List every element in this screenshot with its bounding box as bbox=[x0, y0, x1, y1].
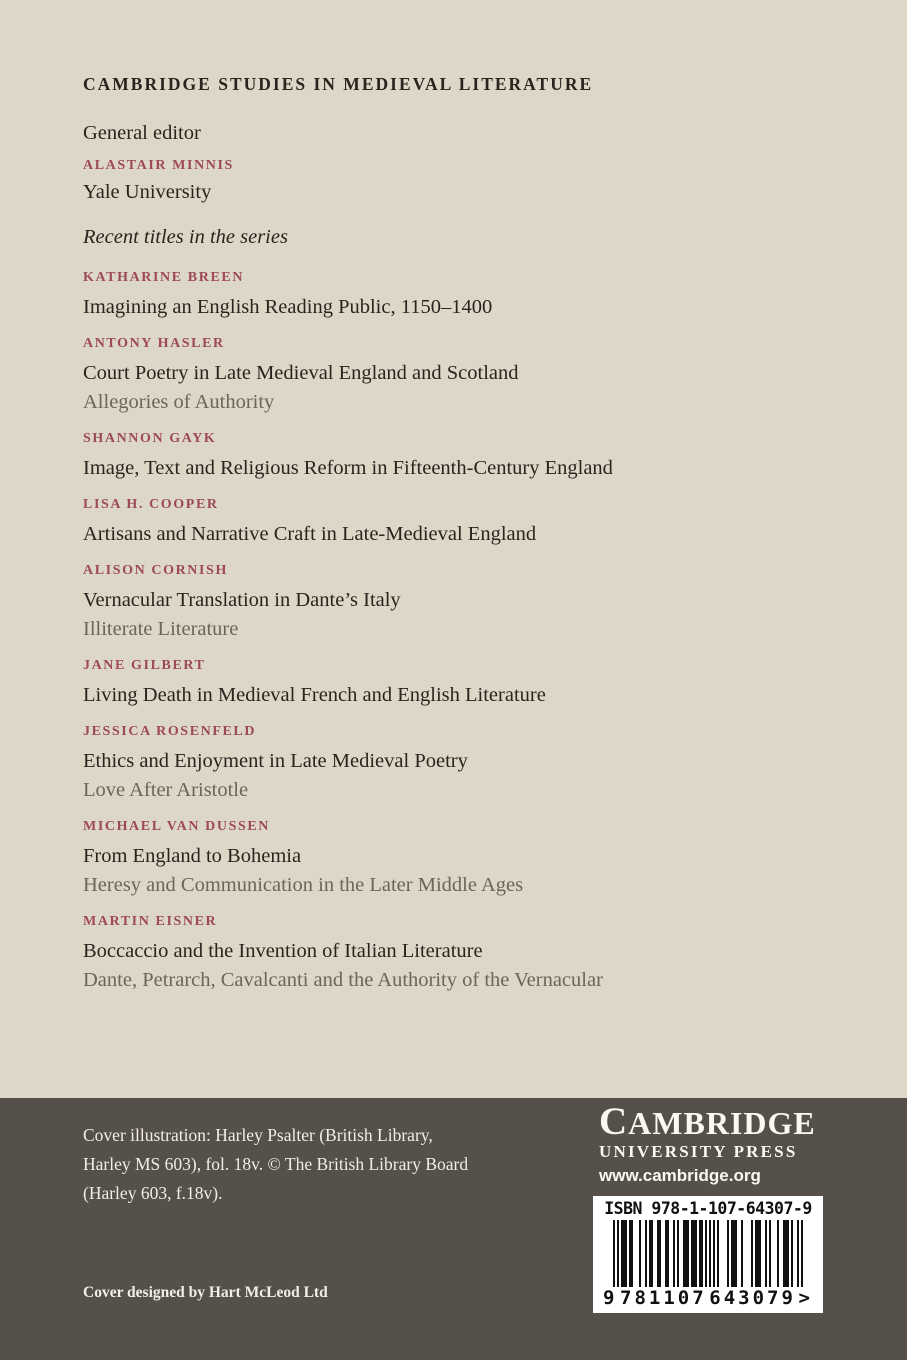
isbn-barcode bbox=[593, 1196, 823, 1313]
publisher-wordmark-line2: UNIVERSITY PRESS bbox=[599, 1142, 798, 1161]
credit-line: Cover illustration: Harley Psalter (British Library, bbox=[83, 1125, 433, 1145]
series-entry bbox=[83, 497, 843, 547]
publisher-website: www.cambridge.org bbox=[599, 1166, 761, 1185]
recent-titles-label: Recent titles in the series bbox=[83, 226, 288, 248]
series-entry bbox=[83, 431, 843, 481]
series-info bbox=[83, 0, 843, 1009]
entry-author: MICHAEL VAN DUSSEN bbox=[83, 819, 270, 834]
entry-author: MARTIN EISNER bbox=[83, 914, 218, 929]
recent-titles-list bbox=[83, 270, 843, 993]
footer-band bbox=[0, 1098, 907, 1360]
general-editor-name: ALASTAIR MINNIS bbox=[83, 158, 234, 173]
entry-subtitle: Illiterate Literature bbox=[83, 618, 239, 640]
series-entry bbox=[83, 336, 843, 415]
barcode-bars bbox=[601, 1220, 815, 1287]
entry-author: ANTONY HASLER bbox=[83, 336, 225, 351]
entry-author: JANE GILBERT bbox=[83, 658, 206, 673]
entry-author: ALISON CORNISH bbox=[83, 563, 228, 578]
barcode-digit-group: 643079 bbox=[709, 1287, 796, 1309]
entry-title: Vernacular Translation in Dante’s Italy bbox=[83, 589, 401, 611]
entry-title: Artisans and Narrative Craft in Late-Medieval England bbox=[83, 523, 537, 545]
entry-title: From England to Bohemia bbox=[83, 845, 302, 867]
entry-subtitle: Allegories of Authority bbox=[83, 391, 275, 413]
series-entry bbox=[83, 563, 843, 642]
barcode-digits bbox=[601, 1287, 815, 1309]
cover-illustration-credit bbox=[83, 1121, 523, 1208]
entry-subtitle: Love After Aristotle bbox=[83, 779, 249, 801]
entry-subtitle: Heresy and Communication in the Later Middle Ages bbox=[83, 874, 524, 896]
entry-title: Imagining an English Reading Public, 1150–1400 bbox=[83, 296, 493, 318]
credit-line: (Harley 603, f.18v). bbox=[83, 1183, 223, 1203]
entry-subtitle: Dante, Petrarch, Cavalcanti and the Authority of the Vernacular bbox=[83, 969, 603, 991]
entry-title: Image, Text and Religious Reform in Fifteenth-Century England bbox=[83, 457, 613, 479]
credit-line: Harley MS 603), fol. 18v. © The British Library Board bbox=[83, 1154, 469, 1174]
series-entry bbox=[83, 658, 843, 708]
series-entry bbox=[83, 914, 843, 993]
cambridge-university-press-logo bbox=[599, 1100, 879, 1186]
barcode-digit-group: 9 bbox=[603, 1287, 618, 1309]
cover-designer-credit: Cover designed by Hart McLeod Ltd bbox=[83, 1284, 328, 1301]
series-title: CAMBRIDGE STUDIES IN MEDIEVAL LITERATURE bbox=[83, 74, 594, 94]
entry-title: Ethics and Enjoyment in Late Medieval Poetry bbox=[83, 750, 468, 772]
entry-author: SHANNON GAYK bbox=[83, 431, 217, 446]
entry-title: Living Death in Medieval French and English Literature bbox=[83, 684, 546, 706]
entry-author: KATHARINE BREEN bbox=[83, 270, 245, 285]
entry-author: JESSICA ROSENFELD bbox=[83, 724, 257, 739]
general-editor-label: General editor bbox=[83, 122, 201, 144]
publisher-wordmark: CAMBRIDGE bbox=[599, 1100, 816, 1143]
entry-title: Boccaccio and the Invention of Italian Literature bbox=[83, 940, 483, 962]
series-entry bbox=[83, 270, 843, 320]
entry-title: Court Poetry in Late Medieval England and Scotland bbox=[83, 362, 519, 384]
series-entry bbox=[83, 819, 843, 898]
entry-author: LISA H. COOPER bbox=[83, 497, 219, 512]
barcode-bar bbox=[801, 1220, 803, 1287]
barcode-digit-group: 781107 bbox=[620, 1287, 707, 1309]
isbn-label: ISBN 978-1-107-64307-9 bbox=[604, 1199, 812, 1218]
general-editor-affiliation: Yale University bbox=[83, 181, 212, 203]
series-entry bbox=[83, 724, 843, 803]
barcode-digit-group: > bbox=[798, 1287, 813, 1309]
